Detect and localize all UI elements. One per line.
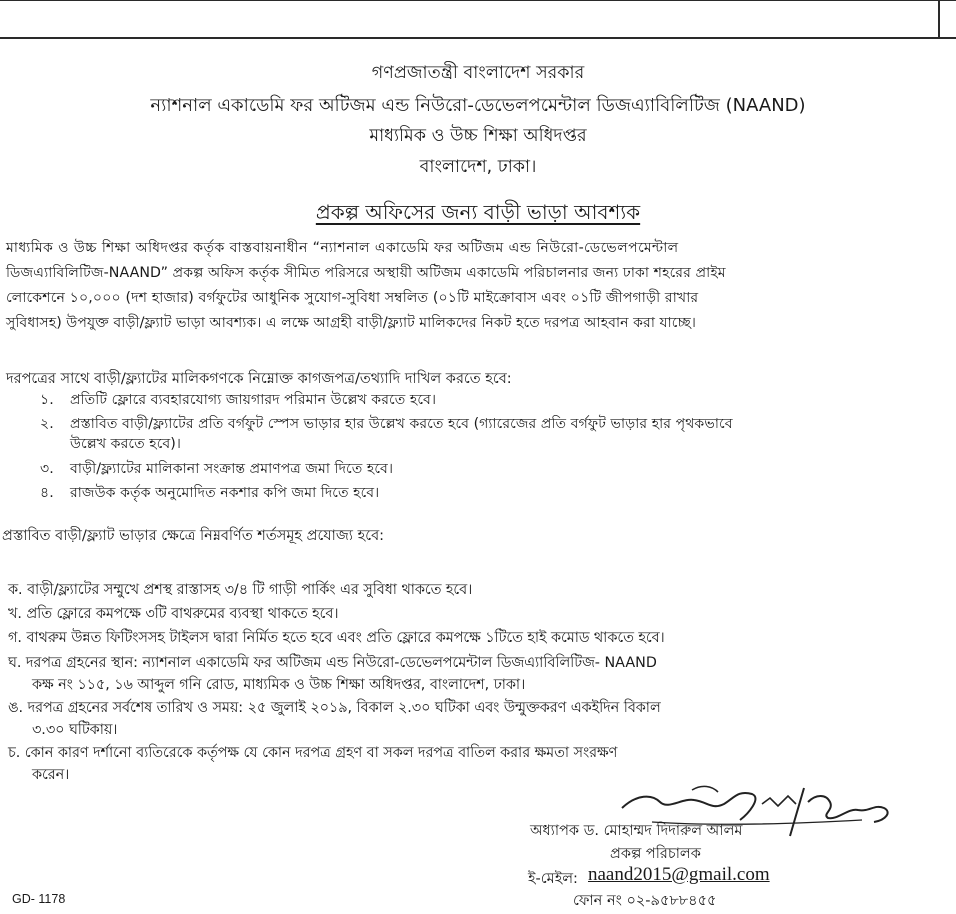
signatory-designation: প্রকল্প পরিচালক bbox=[610, 846, 701, 862]
header-directorate: মাধ্যমিক ও উচ্চ শিক্ষা অধিদপ্তর bbox=[369, 126, 587, 146]
condition-item: গ. বাথরুম উন্নত ফিটিংসসহ টাইলস দ্বারা নির্মিত হতে হবে এবং প্রতি ফ্লোরে কমপক্ষে ১টিতে হাই কমোড থাকতে হবে। bbox=[8, 630, 665, 646]
docs-heading: দরপত্রের সাথে বাড়ী/ফ্ল্যাটের মালিকগণকে নিম্নোক্ত কাগজপত্র/তথ্যাদি দাখিল করতে হবে: bbox=[6, 371, 512, 387]
doc-item-text: বাড়ী/ফ্ল্যাটের মালিকানা সংক্রান্ত প্রমাণপত্র জমা দিতে হবে। bbox=[70, 461, 394, 477]
condition-item: ক. বাড়ী/ফ্ল্যাটের সম্মুখে প্রশস্থ রাস্তাসহ ৩/৪ টি গাড়ী পার্কিং এর সুবিধা থাকতে হবে। bbox=[8, 582, 473, 598]
doc-item-number: ১. bbox=[40, 392, 54, 408]
doc-item-text: প্রস্তাবিত বাড়ী/ফ্ল্যাটের প্রতি বর্গফুট স্পেস ভাড়ার হার উল্লেখ করতে হবে (গ্যারেজের প্রতি বর্গফুট ভাড়ার হার পৃথকভাবে bbox=[70, 416, 733, 432]
signatory-name: অধ্যাপক ড. মোহাম্মদ দিদারুল আলম bbox=[530, 823, 743, 839]
doc-item-number: ২. bbox=[40, 416, 54, 432]
condition-item-continued: কক্ষ নং ১১৫, ১৬ আব্দুল গনি রোড, মাধ্যমিক ও উচ্চ শিক্ষা অধিদপ্তর, বাংলাদেশ, ঢাকা। bbox=[32, 677, 526, 693]
doc-item-text: প্রতিটি ফ্লোরে ব্যবহারযোগ্য জায়গারদ পরিমান উল্লেখ করতে হবে। bbox=[70, 392, 437, 408]
condition-item-continued: ৩.৩০ ঘটিকায়। bbox=[32, 722, 118, 738]
contact-phone: ফোন নং ০২-৯৫৮৮৪৫৫ bbox=[573, 893, 717, 909]
footer-code: GD- 1178 bbox=[12, 892, 66, 906]
condition-item: চ. কোন কারণ দর্শানো ব্যতিরেকে কর্তৃপক্ষ যে কোন দরপত্র গ্রহণ বা সকল দরপত্র বাতিল করার ক্ষমতা সংরক্ষণ bbox=[8, 745, 618, 761]
condition-item: ঙ. দরপত্র গ্রহনের সর্বশেষ তারিখ ও সময়: ২৫ জুলাই ২০১৯, বিকাল ২.৩০ ঘটিকা এবং উন্মুক্তকরণ একইদিন বিকাল bbox=[8, 700, 661, 716]
condition-item: খ. প্রতি ফ্লোরে কমপক্ষে ৩টি বাথরুমের ব্যবস্থা থাকতে হবে। bbox=[8, 606, 339, 622]
intro-line: লোকেশনে ১০,০০০ (দশ হাজার) বর্গফুটের আধুনিক সুযোগ-সুবিধা সম্বলিত (০১টি মাইক্রোবাস এবং ০১টি জীপগাড়ী রাখার bbox=[6, 290, 699, 306]
email-label: ই-মেইল: bbox=[528, 871, 578, 887]
notice-title: প্রকল্প অফিসের জন্য বাড়ী ভাড়া আবশ্যক bbox=[315, 200, 641, 224]
email-link[interactable]: naand2015@gmail.com bbox=[588, 864, 770, 885]
header-government: গণপ্রজাতন্ত্রী বাংলাদেশ সরকার bbox=[371, 63, 585, 83]
intro-paragraph bbox=[6, 236, 950, 336]
condition-item-continued: করেন। bbox=[32, 767, 70, 783]
top-rule bbox=[0, 0, 956, 1]
conditions-heading: প্রস্তাবিত বাড়ী/ফ্ল্যাট ভাড়ার ক্ষেত্রে নিম্নবর্ণিত শর্তসমূহ প্রযোজ্য হবে: bbox=[2, 528, 385, 544]
intro-line: মাধ্যমিক ও উচ্চ শিক্ষা অধিদপ্তর কর্তৃক বাস্তবায়নাধীন “ন্যাশনাল একাডেমি ফর অটিজম এন্ড নিউরো-ডেভেলপমেন্টাল bbox=[6, 240, 679, 256]
top-rule-2 bbox=[0, 37, 956, 39]
doc-item-text-continued: উল্লেখ করতে হবে)। bbox=[70, 436, 181, 452]
intro-line: সুবিধাসহ) উপযুক্ত বাড়ী/ফ্ল্যাট ভাড়া আবশ্যক। এ লক্ষে আগ্রহী বাড়ী/ফ্ল্যাট মালিকদের নিকট হতে দরপত্র আহবান করা যাচ্ছে। bbox=[6, 315, 696, 331]
header-institution: ন্যাশনাল একাডেমি ফর অটিজম এন্ড নিউরো-ডেভেলপমেন্টাল ডিজএ্যাবিলিটিজ (NAAND) bbox=[150, 95, 806, 116]
intro-line: ডিজএ্যাবিলিটিজ-NAAND” প্রকল্প অফিস কর্তৃক সীমিত পরিসরে অস্থায়ী অটিজম একাডেমি পরিচালনার জন্য ঢাকা শহরের প্রাইম bbox=[6, 265, 726, 281]
condition-item: ঘ. দরপত্র গ্রহনের স্থান: ন্যাশনাল একাডেমি ফর অটিজম এন্ড নিউরো-ডেভেলপমেন্টাল ডিজএ্যাবিলিটিজ- NAAND bbox=[8, 655, 657, 671]
header-location: বাংলাদেশ, ঢাকা। bbox=[419, 157, 537, 177]
doc-item-number: ৩. bbox=[40, 461, 54, 477]
doc-item-number: ৪. bbox=[40, 485, 54, 501]
doc-item-text: রাজউক কর্তৃক অনুমোদিত নকশার কপি জমা দিতে হবে। bbox=[70, 485, 380, 501]
right-frame-edge bbox=[938, 0, 940, 38]
